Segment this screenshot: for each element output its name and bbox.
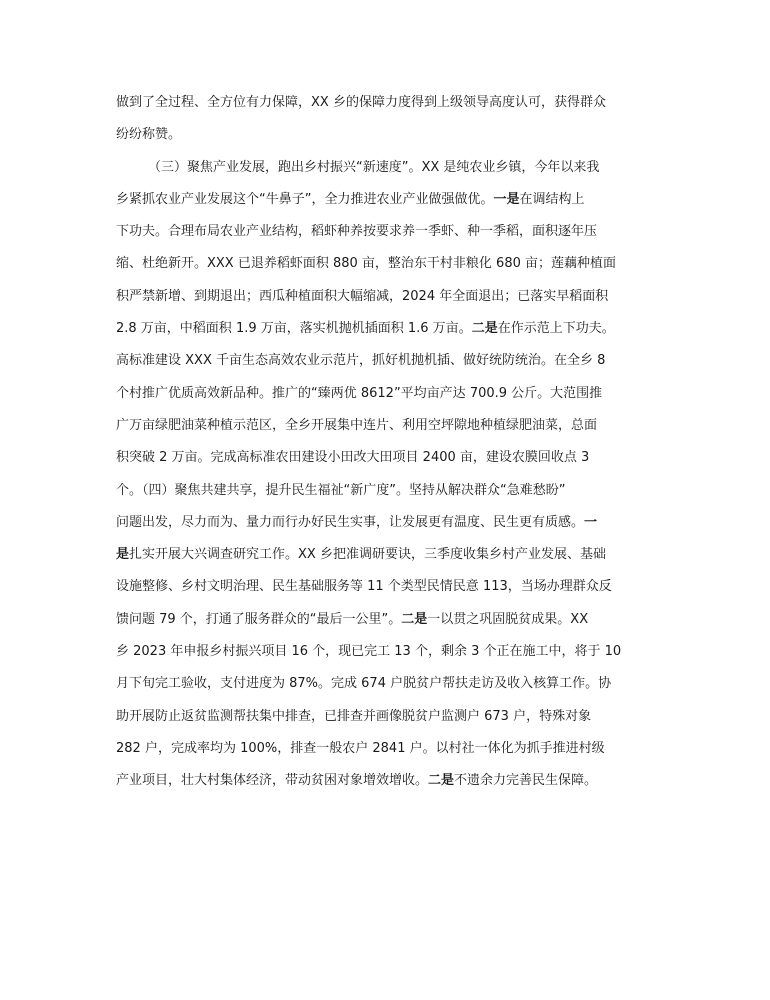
bold-lead-phrase: 二是	[401, 611, 428, 627]
text-line	[116, 636, 656, 668]
text-line	[116, 507, 656, 539]
text-line	[116, 701, 656, 733]
text-run: 乡紧抓农业产业发展这个“牛鼻子”，全力推进农业产业做强做优。	[116, 191, 494, 207]
text-run: 一以贯之巩固脱贫成果。XX	[427, 611, 589, 627]
text-run: 月下旬完工验收，支付进度为 87%。完成 674 户脱贫户帮扶走访及收入核算工作。协	[116, 676, 612, 692]
text-run: 不遗余力完善民生保障。	[454, 773, 598, 789]
text-line	[116, 733, 656, 765]
text-run: 个。（四）聚焦共建共享，提升民生福祉“新广度”。坚持从解决群众“急难愁盼”	[116, 482, 566, 498]
text-run: 在作示范上下功夫。	[497, 321, 615, 337]
text-line	[116, 119, 656, 151]
text-line	[116, 571, 656, 603]
text-line	[116, 152, 656, 184]
text-run: 产业项目，壮大村集体经济，带动贫困对象增效增收。	[116, 773, 429, 789]
bold-lead-phrase: 二是	[428, 773, 455, 789]
text-line	[116, 378, 656, 410]
text-run: 乡 2023 年申报乡村振兴项目 16 个，现已完工 13 个，剩余 3 个正在施工中，将于 10	[116, 644, 622, 660]
bold-lead-phrase: 一是	[493, 191, 520, 207]
bold-lead-phrase: 二是	[471, 321, 498, 337]
text-line	[116, 281, 656, 313]
bold-lead-phrase: 是	[116, 547, 130, 563]
text-run: 问题出发，尽力而为、量力而行办好民生实事，让发展更有温度、民生更有质感。	[116, 514, 585, 530]
text-run: 扎实开展大兴调查研究工作。XX 乡把准调研要诀，三季度收集乡村产业发展、基础	[129, 547, 606, 563]
text-line	[116, 668, 656, 700]
text-line	[116, 216, 656, 248]
text-run: 助开展防止返贫监测帮扶集中排查，已排查并画像脱贫户监测户 673 户，特殊对象	[116, 708, 592, 724]
text-run: 282 户，完成率均为 100%，排查一般农户 2841 户。以村社一体化为抓手推进村级	[116, 740, 605, 756]
text-line	[116, 345, 656, 377]
text-line	[116, 604, 656, 636]
text-line	[116, 410, 656, 442]
text-line	[116, 765, 656, 797]
text-line	[116, 313, 656, 345]
text-line	[116, 442, 656, 474]
bold-lead-phrase: 一	[584, 514, 598, 530]
text-run: 积突破 2 万亩。完成高标准农田建设小田改大田项目 2400 亩，建设农膜回收点 3	[116, 450, 590, 466]
text-line	[116, 475, 656, 507]
text-run: 缩、杜绝新开。XXX 已退养稻虾面积 880 亩，整治东干村非粮化 680 亩；莲藕种植面	[116, 256, 617, 272]
text-line	[116, 184, 656, 216]
text-run: 下功夫。合理布局农业产业结构，稻虾种养按要求养一季虾、种一季稻，面积逐年压	[116, 224, 598, 240]
text-run: 纷纷称赞。	[116, 127, 182, 143]
text-run: 高标准建设 XXX 千亩生态高效农业示范片，抓好机抛机插、做好统防统治。在全乡 8	[116, 353, 606, 369]
text-run: 设施整修、乡村文明治理、民生基础服务等 11 个类型民情民意 113，当场办理群众反	[116, 579, 612, 595]
text-run: 广万亩绿肥油菜种植示范区，全乡开展集中连片、利用空坪隙地种植绿肥油菜，总面	[116, 417, 598, 433]
text-line	[116, 248, 656, 280]
text-line	[116, 539, 656, 571]
text-run: 个村推广优质高效新品种。推广的“臻两优 8612”平均亩产达 700.9 公斤。大范围推	[116, 385, 603, 401]
text-run: 馈问题 79 个，打通了服务群众的“最后一公里”。	[116, 611, 402, 627]
text-line	[116, 87, 656, 119]
document-body	[116, 87, 656, 798]
text-run: 做到了全过程、全方位有力保障，XX 乡的保障力度得到上级领导高度认可，获得群众	[116, 95, 606, 110]
text-run: 积严禁新增、到期退出；西瓜种植面积大幅缩减，2024 年全面退出；已落实早稻面积	[116, 288, 609, 304]
text-run: 2.8 万亩，中稻面积 1.9 万亩，落实机抛机插面积 1.6 万亩。	[116, 321, 472, 337]
text-run: （三）聚焦产业发展，跑出乡村振兴“新速度”。XX 是纯农业乡镇，今年以来我	[148, 159, 600, 175]
text-run: 在调结构上	[519, 191, 585, 207]
